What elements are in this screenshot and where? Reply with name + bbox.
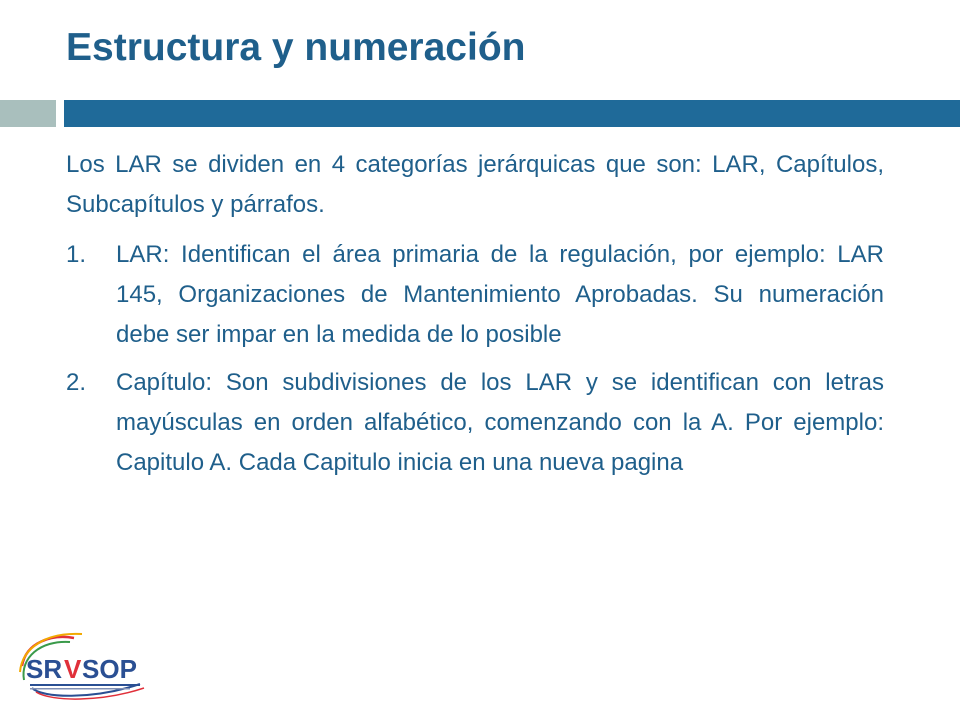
list-item-number: 2. <box>66 369 87 396</box>
list-item <box>66 363 884 483</box>
list-item-text: Capítulo: Son subdivisiones de los LAR y se identifican con letras mayúsculas en orden alfabético, comenzando con la A. Por ejemplo: Capitulo A. Cada Capitulo inicia en una nueva pagina <box>116 369 884 476</box>
header-rule-accent <box>0 100 56 127</box>
slide-body <box>66 145 884 491</box>
svg-text:SOP: SOP <box>82 654 137 684</box>
list-item-number: 1. <box>66 241 87 268</box>
slide-title: Estructura y numeración <box>66 26 526 69</box>
svg-text:SR: SR <box>26 654 63 684</box>
svg-text:V: V <box>64 654 82 684</box>
list-item <box>66 235 884 355</box>
list-item-text: LAR: Identifican el área primaria de la regulación, por ejemplo: LAR 145, Organizaciones de Mantenimiento Aprobadas. Su numeración debe ser impar en la medida de lo posible <box>116 241 884 348</box>
header-rule <box>64 100 960 127</box>
srvsop-logo <box>12 628 152 704</box>
intro-paragraph: Los LAR se dividen en 4 categorías jerárquicas que son: LAR, Capítulos, Subcapítulos y párrafos. <box>66 151 884 218</box>
